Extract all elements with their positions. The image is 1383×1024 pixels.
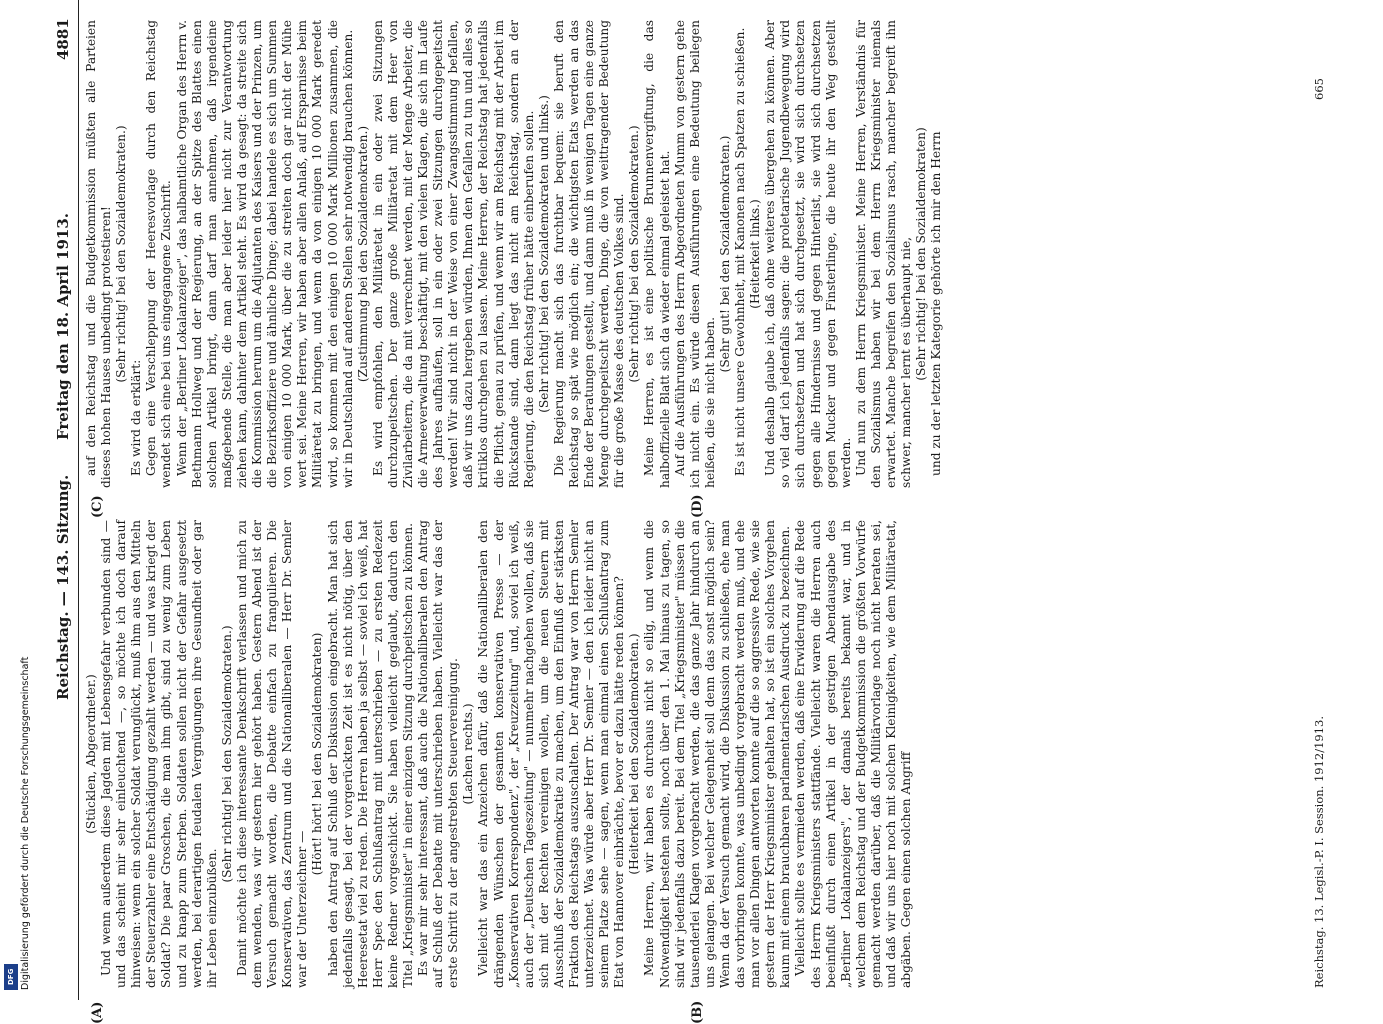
paragraph: (Zustimmung bei den Sozialdemokraten.): [355, 125, 370, 383]
paragraph: haben den Antrag auf Schluß der Diskussion eingebracht. Man hat sich jedenfalls gesagt, bei der vorgerückten Zeit ist es nicht nötig, über den Heeresetat viel zu reden. Die Herren haben ja selbst — soviel ich weiß, hat Herr Spec den Schlußantrag mit unterschrieben — zu ersten Redezeit keine Redner vorgeschickt. Sie haben vielleicht geglaubt, dadurch den Titel „Kriegsminister" in einer einzigen Sitzung durchpeitschen zu können.: [325, 520, 415, 988]
left-column: [84, 520, 914, 988]
paragraph: und zu der letzten Kategorie gehörte ich mir den Herrn: [929, 131, 944, 476]
margin-mark-d: (D): [690, 494, 705, 518]
paragraph: Es wird da erklärt:: [129, 359, 144, 476]
paragraph: Vielleicht war das ein Anzeichen dafür, daß die Nationalliberalen den drängenden Wünschen der gesamten konservativen Presse — der „Konservativen Korrespondenz", der „Kreuzzeitung" und, soviel ich weiß, auch der „Deutschen Tageszeitung" — nunmehr nachgehen wollen, daß sie sich mit der Rechten vereinigen wollen, um die neuen Steuern mit Ausschluß der Sozialdemokratie zu machen, um den Einfluß der stärksten Fraktion des Reichstags auszuschalten. Der Antrag war von Herrn Semler unterzeichnet. Was würde aber Herr Dr. Semler — den ich leider nicht an seinem Platze sehe — sagen, wenn man einmal einen Schlußantrag zum Etat von Hannover einbrächte, bevor er dazu hätte reden können?: [476, 520, 627, 988]
margin-mark-c: (C): [90, 495, 105, 518]
digitization-credit: Digitalisierung gefördert durch die Deutsche Forschungsgemeinschaft: [20, 656, 31, 990]
paragraph: (Lachen rechts.): [461, 703, 476, 805]
paragraph: (Sehr richtig! bei den Sozialdemokraten.): [114, 125, 129, 383]
paragraph: (Sehr gut! bei den Sozialdemokraten.): [717, 135, 732, 373]
paragraph: Gegen eine Verschleppung der Heeresvorlage durch den Reichstag wendet sich eine bei uns eingegangene Zuschrift.: [144, 20, 174, 488]
paragraph: Meine Herren, es ist eine politische Brunnenvergiftung, die das halboffizielle Blatt sich da wieder einmal geleistet hat.: [642, 20, 672, 488]
right-column: [84, 20, 944, 488]
paragraph: Es ist nicht unsere Gewohnheit, mit Kanonen nach Spatzen zu schießen.: [733, 27, 748, 476]
header-page-number: 4881: [54, 18, 72, 60]
paragraph: Vielleicht sollte es vermieden werden, daß eine Erwiderung auf die Rede des Herrn Kriegsministers stattfände. Vielleicht waren die Herren auch beeinflußt durch einen Artikel in der gestrigen Abendausgabe des „Berliner Lokalanzeigers", der damals bereits bekannt war, und in welchem dem Reichstag und der Budgetkommission die größten Vorwürfe gemacht werden darüber, daß die Militärvorlage noch nicht beraten sei, und daß wir uns hier noch mit solchen Kleinigkeiten, wie dem Militäretat, abgäben. Gegen einen solchen Angriff: [793, 520, 914, 988]
page-header: [50, 0, 79, 1000]
header-session: Reichstag. — 143. Sitzung.: [54, 474, 72, 700]
paragraph: (Sehr richtig! bei den Sozialdemokraten.): [219, 625, 234, 883]
paragraph: Und deshalb glaube ich, daß ohne weiteres übergehen zu können. Aber so viel darf ich jedenfalls sagen: die proletarische Jugendbewegung wird sich durchsetzen und hat sich durchgesetzt, sie wird sich durchsetzen gegen alle Hindernisse und gegen Hinterlist, sie wird sich durchsetzen gegen Mucker und gegen Finsterlinge, die heute ihr den Weg gestellt werden.: [763, 20, 853, 488]
paragraph: Und wenn außerdem diese Jagden mit Lebensgefahr verbunden sind — und das scheint mir sehr einleuchtend —, so möchte ich doch darauf hinweisen: wenn ein solcher Soldat verunglückt, muß ihm aus den Mitteln der Steuerzahler eine Entschädigung gezahlt werden — und was kriegt der Soldat? Die paar Groschen, die man ihm gibt, sind zu wenig zum Leben und zu knapp zum Sterben. Soldaten sollen nicht der Gefahr ausgesetzt werden, bei derartigen feudalen Vergnügungen ihre Gesundheit oder gar ihr Leben einzubüßen.: [99, 520, 219, 988]
paragraph: Auf die Ausführungen des Herrn Abgeordneten Mumm von gestern gehe ich nicht ein. Es würde diesen Ausführungen eine Bedeutung beilegen heißen, die sie nicht haben.: [672, 20, 717, 488]
paragraph: Es war mir sehr interessant, daß auch die Nationalliberalen den Antrag auf Schluß der Debatte mit unterschrieben haben. Vielleicht war das der erste Schritt zu der angestrebten Steuervereinigung.: [416, 520, 461, 988]
paragraph: (Stücklen, Abgeordneter.): [84, 674, 98, 834]
paragraph: (Sehr richtig! bei den Sozialdemokraten): [914, 127, 929, 381]
paragraph: Wenn der „Berliner Lokalanzeiger", das halbamtliche Organ des Herrn v. Bethmann Hollweg und der Regierung, an der Spitze des Blattes einen solchen Artikel bringt, dann darf man annehmen, daß irgendeine maßgebende Stelle, die man aber leider hier nicht zur Verantwortung ziehen kann, dahinter dem Artikel steht. Es wird da gesagt: da streite sich die Kommission herum um die Adjutanten des Kaisers und der Prinzen, um die Bezirksoffiziere und ähnliche Dinge; dabei handele es sich um Summen von einigen 10 000 Mark, über die zu streiten doch gar nicht der Mühe wert sei. Meine Herren, wir haben aber allen Anlaß, auf Ersparnisse beim Militäretat zu bringen, und wenn da von einigen 10 000 Mark geredet wird, so kommen mit den einigen 10 000 Mark Millionen zusammen, die wir in Deutschland auf anderen Stellen sehr notwendig brauchen können.: [174, 20, 355, 488]
header-date: Freitag den 18. April 1913.: [54, 213, 72, 440]
paragraph: (Sehr richtig! bei den Sozialdemokraten und links.): [536, 95, 551, 413]
paragraph: (Sehr richtig! bei den Sozialdemokraten.): [627, 125, 642, 383]
paragraph: Damit möchte ich diese interessante Denkschrift verlassen und mich zu dem wenden, was wir gestern hier gehört haben. Gestern Abend ist der Versuch gemacht worden, die Debatte einfach zu frangulieren. Die Konservativen, das Zentrum und die Nationalliberalen — Herr Dr. Semler war der Unterzeichner —: [234, 520, 310, 988]
footer-page-number: 665: [1312, 78, 1326, 100]
paragraph: (Heiterkeit links.): [748, 199, 763, 309]
paragraph: (Heiterkeit bei den Sozialdemokraten.): [627, 633, 642, 875]
margin-mark-b: (B): [690, 1000, 705, 1024]
paragraph: Es wird empfohlen, den Militäretat in ein oder zwei Sitzungen durchzupeitschen. Der ganze große Militäretat mit dem Heer von Zivilarbeitern, die da mit verrechnet werden, mit der Menge Arbeiter, die die Armeeverwaltung beschäftigt, mit den vielen Klagen, die sich im Laufe des Jahres aufhäufen, soll in ein oder zwei Sitzungen durchgepeitscht werden! Wir sind nicht in der Weise von einer Zwangsstimmung befallen, daß wir uns dazu hergeben würden, Ihnen den Gefallen zu tun und alles so kritiklos durchgehen zu lassen. Meine Herren, der Reichstag hat jedenfalls die Pflicht, genau zu prüfen, und wenn wir am Reichstag mit der Arbeit im Rückstande sind, dann liegt das nicht am Reichstag, sondern an der Regierung, die den Reichstag früher hätte einberufen sollen.: [370, 20, 536, 488]
paragraph: Meine Herren, wir haben es durchaus nicht so eilig, und wenn die Notwendigkeit bestehen sollte, noch über den 1. Mai hinaus zu tagen, so sind wir jedenfalls dazu bereit. Bei dem Titel „Kriegsminister" müssen die tausenderlei Klagen vorgebracht werden, die das ganze Jahr hindurch an uns gelangen. Bei welcher Gelegenheit soll denn das sonst möglich sein? Wenn da der Versuch gemacht wird, die Diskussion zu schließen, ehe man das vorbringen konnte, was unbedingt vorgebracht werden muß, und ehe man vor allen Dingen antworten konnte auf die so aggressive Rede, wie sie gestern der Herr Kriegsminister gehalten hat, so ist ein solches Vorgehen kaum mit einem brauchbaren parlamentarischen Ausdruck zu bezeichnen.: [642, 520, 793, 988]
paragraph: Und nun zu dem Herrn Kriegsminister. Meine Herren, Verständnis für den Sozialismus haben wir bei dem Herrn Kriegsminister niemals erwartet. Manche begreifen den Sozialismus rasch, mancher begreift ihn schwer, mancher lernt es überhaupt nie,: [853, 20, 914, 488]
rotated-page: [50, 0, 1340, 1024]
footer-legislature: Reichstag. 13. Legisl.-P. I. Session. 1912/1913.: [1312, 715, 1326, 988]
paragraph: Die Regierung macht sich das furchtbar bequem: sie beruft den Reichstag so spät wie möglich ein; die wichtigsten Etats werden an das Ende der Beratungen gestellt, und dann muß in wenigen Tagen eine ganze Menge durchgepeitscht werden, Dinge, die von weittragender Bedeutung für die große Masse des deutschen Volkes sind.: [551, 20, 627, 488]
paragraph: (Hört! hört! bei den Sozialdemokraten): [310, 632, 325, 876]
paragraph: auf den Reichstag und die Budgetkommission müßten alle Parteien dieses hohen Hauses unbedingt protestieren!: [84, 20, 114, 488]
dfg-logo: DFG: [4, 964, 18, 990]
margin-mark-a: (A): [90, 1001, 105, 1024]
